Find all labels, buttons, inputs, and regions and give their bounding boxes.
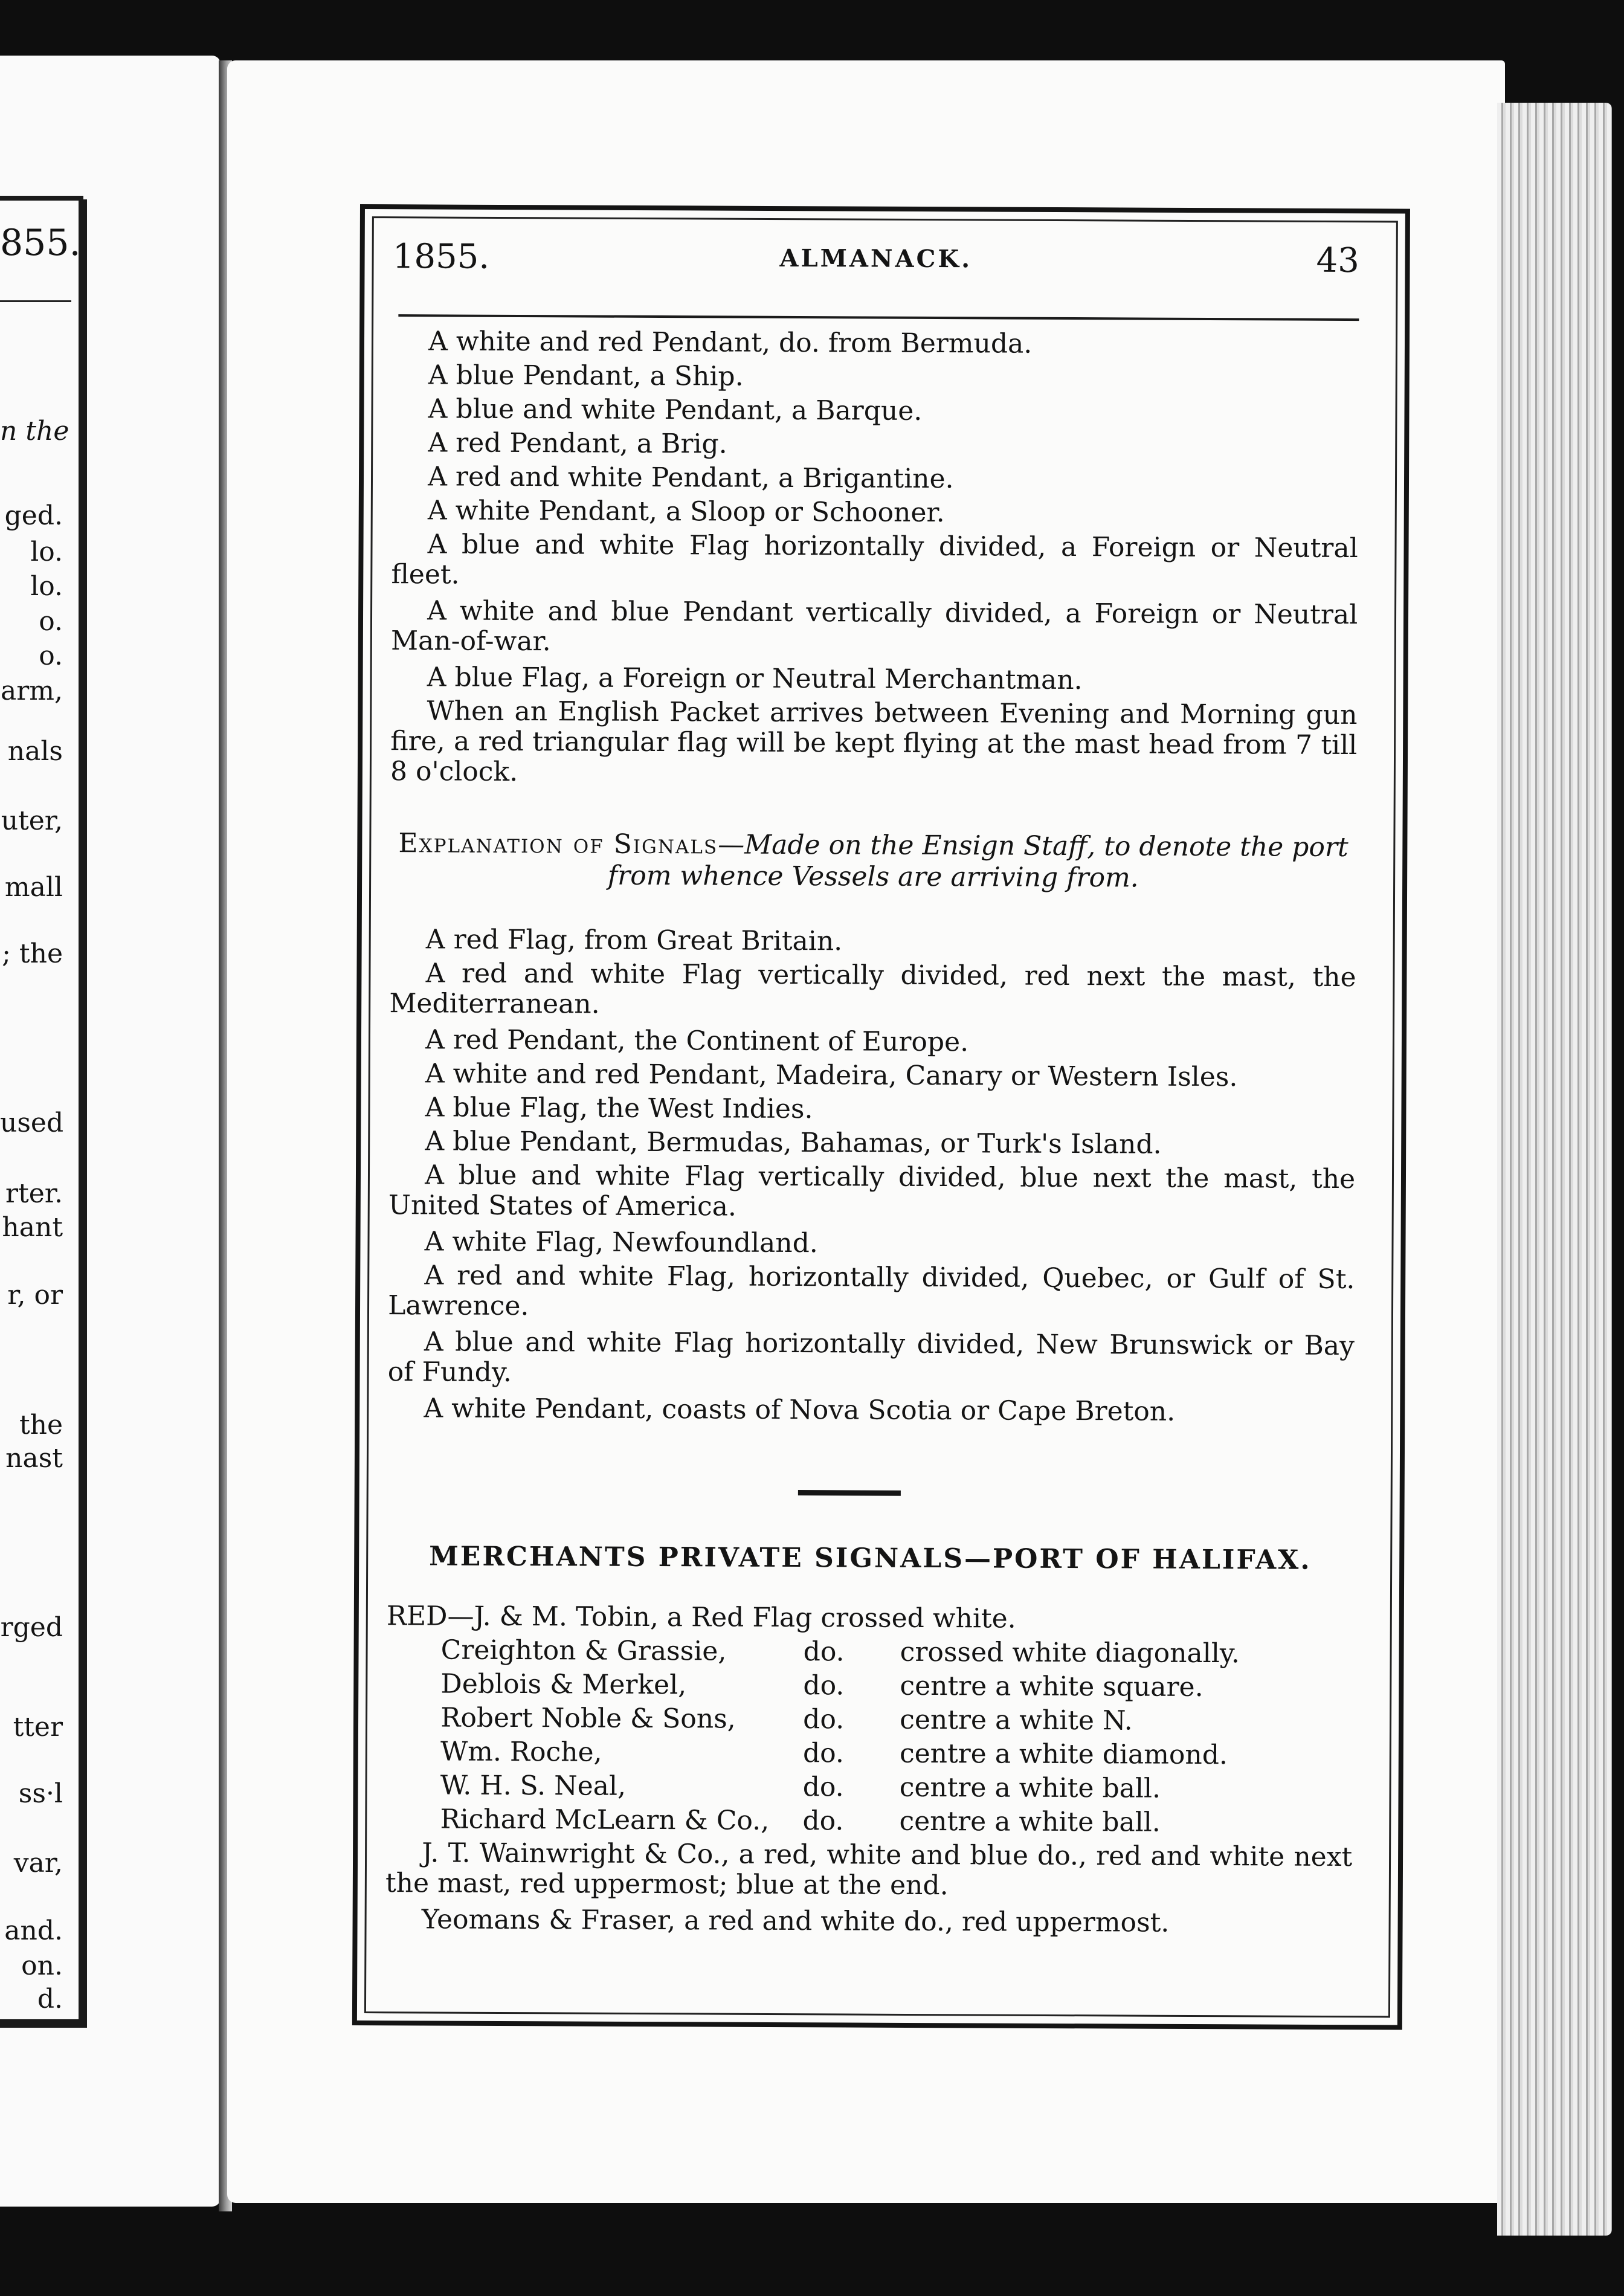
merchant-ditto: do. (803, 1636, 845, 1668)
left-fragment: o. (39, 606, 63, 637)
merchant-row (386, 1735, 1353, 1773)
left-fragment: r, or (7, 1280, 63, 1311)
merchant-ditto: do. (802, 1738, 844, 1769)
left-fragment: hant (2, 1212, 63, 1243)
paragraph: A blue and white Flag horizontally divided, New Brunswick or Bay of Fundy. (387, 1326, 1355, 1388)
merchant-name: Wm. Roche, (440, 1736, 602, 1768)
paragraph: A red Flag, from Great Britain. (425, 924, 843, 957)
running-head (381, 237, 1371, 282)
paragraph: A red and white Flag vertically divided, red next the mast, the Mediterranean. (389, 958, 1356, 1020)
left-fragment: uter, (1, 805, 63, 836)
left-fragment: rter. (5, 1178, 63, 1209)
merchant-row (387, 1633, 1353, 1671)
merchant-description: centre a white ball. (899, 1772, 1161, 1804)
page-content (373, 230, 1371, 2004)
left-fragment: on. (21, 1950, 63, 1981)
paragraph: A blue Flag, the West Indies. (425, 1092, 813, 1125)
merchant-description: centre a white diamond. (899, 1738, 1228, 1771)
header-rule (398, 314, 1359, 321)
page-edges (1497, 103, 1612, 2236)
paragraph: A blue and white Flag vertically divided, blue next the mast, the United States of America. (388, 1159, 1356, 1222)
merchant-row (386, 1667, 1353, 1705)
merchant-ditto: do. (803, 1704, 845, 1735)
header-title: ALMANACK. (779, 243, 973, 274)
left-fragment: mall (4, 872, 63, 903)
merchant-name: Richard McLearn & Co., (440, 1804, 770, 1836)
paragraph: A red and white Flag, horizontally divided, Quebec, or Gulf of St. Lawrence. (388, 1260, 1355, 1322)
merchant-name: Creighton & Grassie, (440, 1634, 727, 1667)
left-fragment: the (19, 1410, 63, 1440)
merchant-ditto: do. (803, 1670, 845, 1701)
merchant-description: crossed white diagonally. (900, 1636, 1240, 1669)
left-fragment: n the (0, 416, 69, 447)
merchant-ditto: do. (802, 1772, 844, 1803)
paragraph: A white and blue Pendant vertically divided, a Foreign or Neutral Man-of-war. (390, 595, 1358, 657)
merchant-name: Robert Noble & Sons, (440, 1702, 736, 1735)
left-fragment: d. (37, 1984, 63, 2014)
left-fragment: used (0, 1108, 64, 1138)
merchants-first-line: RED—J. & M. Tobin, a Red Flag crossed white. (386, 1601, 1016, 1634)
left-fragment: var, (13, 1848, 63, 1878)
paragraph: When an English Packet arrives between Evening and Morning gun fire, a red triangular flag will be kept flying at the mast head from 7 till 8 o'clock. (390, 695, 1358, 787)
left-fragment: and. (4, 1915, 63, 1946)
paragraph: A white Pendant, a Sloop or Schooner. (427, 495, 945, 529)
paragraph: A red Pendant, a Brig. (428, 427, 727, 460)
left-fragment: lo. (30, 571, 63, 602)
paragraph: Yeomans & Fraser, a red and white do., red uppermost. (421, 1904, 1170, 1938)
paragraph: A white and red Pendant, Madeira, Canary or Western Isles. (425, 1058, 1238, 1093)
page-number: 43 (1316, 240, 1359, 281)
merchants-title: MERCHANTS PRIVATE SIGNALS—PORT OF HALIFAX. (429, 1541, 1312, 1576)
left-fragment: nast (5, 1443, 63, 1474)
paragraph: A white Pendant, coasts of Nova Scotia or Cape Breton. (424, 1393, 1176, 1427)
left-fragment: ; the (2, 938, 63, 969)
merchant-name: W. H. S. Neal, (440, 1770, 627, 1802)
paragraph: A blue Flag, a Foreign or Neutral Merchantman. (427, 662, 1083, 696)
merchant-row (386, 1701, 1353, 1739)
left-fragment: lo. (30, 537, 63, 567)
left-fragment: tter (13, 1712, 63, 1743)
left-fragment: o. (39, 640, 63, 671)
paragraph: A white Flag, Newfoundland. (424, 1226, 818, 1259)
paragraph: A red Pendant, the Continent of Europe. (425, 1024, 969, 1058)
header-year: 1855. (392, 237, 490, 277)
merchant-name: Deblois & Merkel, (440, 1668, 687, 1701)
explanation-heading (390, 828, 1356, 895)
left-page-header-rule (0, 300, 71, 302)
paragraph: A blue and white Pendant, a Barque. (428, 393, 923, 427)
merchant-description: centre a white ball. (899, 1805, 1161, 1838)
left-fragment: 855. (0, 222, 81, 264)
left-fragment: ss·l (18, 1778, 63, 1809)
paragraph: A blue and white Flag horizontally divided, a Foreign or Neutral fleet. (391, 529, 1358, 590)
section-divider (798, 1490, 901, 1496)
left-fragment: rged (0, 1612, 63, 1643)
paragraph: A red and white Pendant, a Brigantine. (428, 461, 954, 495)
paragraph: A blue Pendant, Bermudas, Bahamas, or Turk's Island. (425, 1126, 1162, 1160)
merchant-ditto: do. (802, 1805, 844, 1837)
paragraph: J. T. Wainwright & Co., a red, white and blue do., red and white next the mast, red uppermost; blue at the end. (385, 1837, 1353, 1901)
explanation-title: Explanation of Signals (398, 828, 718, 860)
explanation-subtitle: —Made on the Ensign Staff, to denote the port from whence Vessels are arriving from. (607, 829, 1348, 894)
left-facing-page (0, 56, 221, 2207)
left-fragment: nals (7, 736, 63, 767)
paragraph: A white and red Pendant, do. from Bermuda. (428, 326, 1033, 360)
left-fragment: arm, (1, 676, 63, 706)
merchant-description: centre a white N. (900, 1704, 1133, 1737)
left-fragment: ged. (4, 500, 63, 531)
merchant-description: centre a white square. (900, 1670, 1204, 1703)
paragraph: A blue Pendant, a Ship. (428, 360, 744, 392)
merchant-row (386, 1769, 1353, 1807)
merchant-row (385, 1802, 1352, 1840)
